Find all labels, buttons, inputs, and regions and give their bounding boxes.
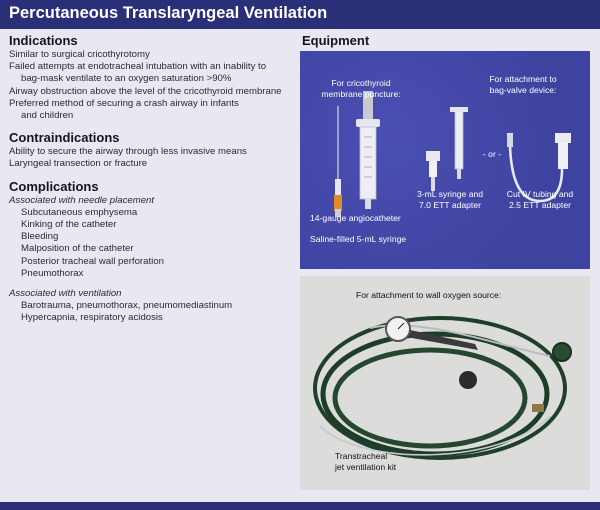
angiocatheter-icon bbox=[334, 106, 342, 217]
contraindication-line: Laryngeal transection or fracture bbox=[9, 158, 148, 170]
syringe3-label-1: 3-mL syringe and bbox=[416, 189, 484, 199]
syringe-label: Saline-filled 5-mL syringe bbox=[310, 234, 407, 244]
jet-ventilation-photo-panel bbox=[300, 276, 590, 490]
bottom-bar bbox=[0, 502, 600, 510]
or-label: - or - bbox=[482, 149, 502, 159]
jet-kit-label-2: jet ventilation kit bbox=[335, 462, 397, 472]
equipment-heading: Equipment bbox=[302, 33, 370, 48]
page-title: Percutaneous Translaryngeal Ventilation bbox=[9, 4, 328, 22]
complication-item: Hypercapnia, respiratory acidosis bbox=[21, 312, 163, 324]
syringe3-label-2: 7.0 ETT adapter bbox=[419, 200, 481, 210]
indication-line: Preferred method of securing a crash airway in infants bbox=[9, 97, 239, 109]
syringe-5ml-icon bbox=[356, 91, 380, 209]
title-bar bbox=[0, 0, 600, 29]
bag-label-1: For attachment to bbox=[489, 74, 557, 84]
complication-item: Posterior tracheal wall perforation bbox=[21, 255, 164, 267]
contraindications-heading: Contraindications bbox=[9, 130, 120, 146]
indications-heading: Indications bbox=[9, 33, 78, 48]
indication-line: Failed attempts at endotracheal intubation with an inability to bbox=[9, 61, 267, 73]
indication-line: Airway obstruction above the level of the cricothyroid membrane bbox=[9, 85, 282, 97]
iv-label-2: 2.5 ETT adapter bbox=[509, 200, 571, 210]
indication-line: bag-mask ventilate to an oxygen saturation >90% bbox=[21, 73, 232, 85]
complication-item: Bleeding bbox=[21, 231, 59, 243]
puncture-label-2: membrane puncture: bbox=[321, 89, 401, 99]
complication-item: Barotrauma, pneumothorax, pneumomediastinum bbox=[21, 300, 233, 312]
syringe-3ml-icon bbox=[426, 107, 468, 191]
ventilation-subheading: Associated with ventilation bbox=[9, 288, 122, 300]
left-column bbox=[9, 33, 294, 325]
wall-oxygen-label: For attachment to wall oxygen source: bbox=[356, 290, 502, 300]
needle-subheading: Associated with needle placement bbox=[9, 194, 155, 206]
complications-heading: Complications bbox=[9, 178, 99, 194]
complication-item: Subcutaneous emphysema bbox=[21, 206, 138, 218]
jet-kit-label-1: Transtracheal bbox=[335, 451, 388, 461]
bag-label-2: bag-valve device: bbox=[489, 85, 557, 95]
iv-label-1: Cut IV tubing and bbox=[506, 189, 574, 199]
indication-line: Similar to surgical cricothyrotomy bbox=[9, 49, 150, 60]
complication-item: Kinking of the catheter bbox=[21, 219, 117, 231]
indication-line: and children bbox=[21, 110, 74, 122]
equipment-photo-panel bbox=[300, 51, 590, 269]
complication-item: Malposition of the catheter bbox=[21, 243, 134, 255]
angiocatheter-label: 14-gauge angiocatheter bbox=[310, 213, 401, 223]
complication-item: Pneumothorax bbox=[21, 267, 84, 279]
contraindication-line: Ability to secure the airway through less invasive means bbox=[9, 146, 247, 158]
puncture-label-1: For cricothyroid bbox=[331, 78, 391, 88]
